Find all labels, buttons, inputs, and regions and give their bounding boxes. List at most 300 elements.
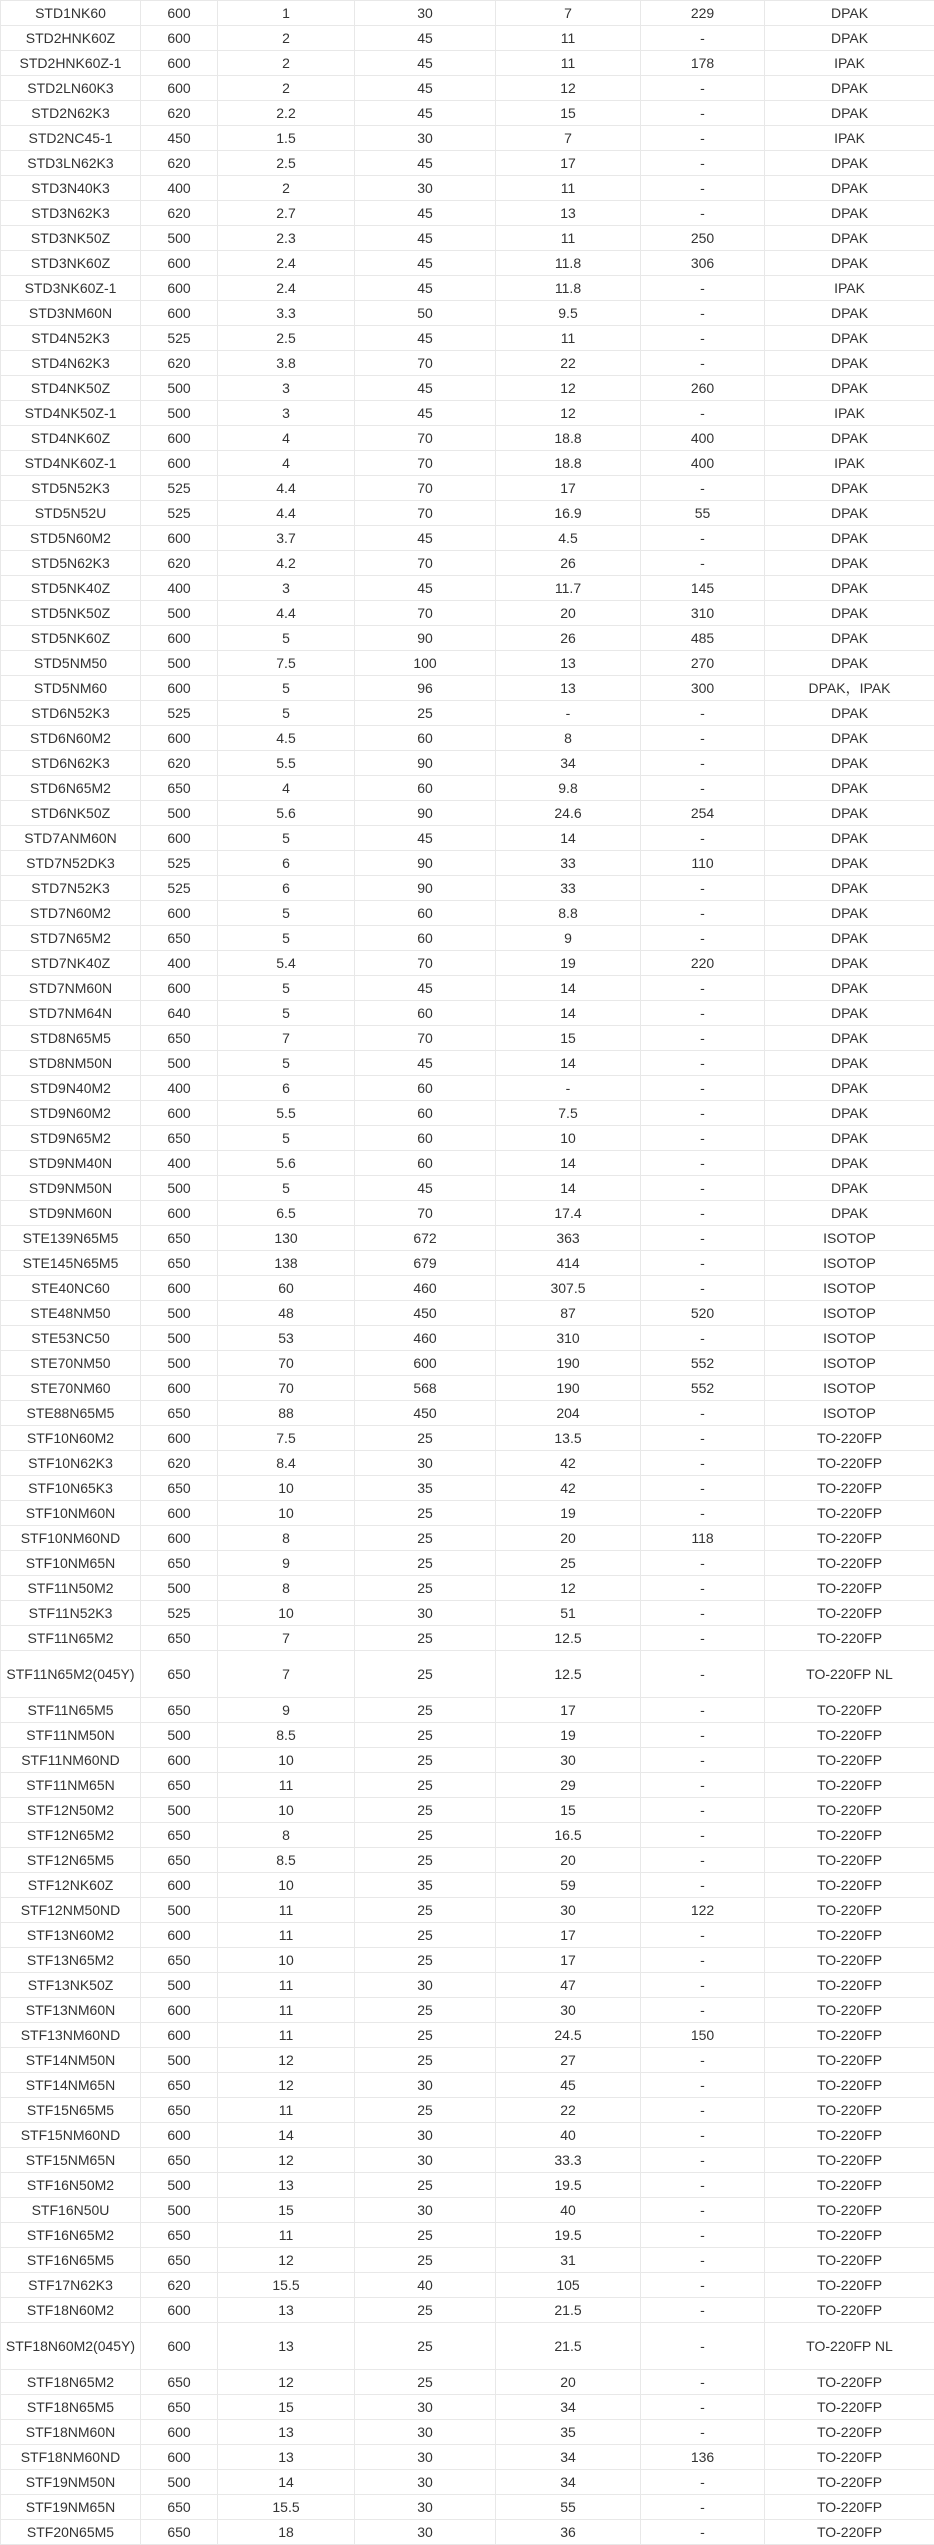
- part-number-cell: STD6N52K3: [1, 701, 141, 726]
- table-row: [1, 826, 934, 851]
- current-cell: 13: [218, 2420, 355, 2445]
- charge-cell: 21.5: [496, 2323, 641, 2370]
- charge-cell: 11: [496, 176, 641, 201]
- table-row: [1, 1626, 934, 1651]
- power-cell: 45: [355, 226, 496, 251]
- package-cell: DPAK: [765, 801, 934, 826]
- package-cell: ISOTOP: [765, 1301, 934, 1326]
- package-cell: TO-220FP: [765, 1698, 934, 1723]
- trr-cell: -: [641, 1476, 765, 1501]
- trr-cell: 520: [641, 1301, 765, 1326]
- trr-cell: -: [641, 976, 765, 1001]
- trr-cell: -: [641, 1848, 765, 1873]
- current-cell: 13: [218, 2445, 355, 2470]
- power-cell: 30: [355, 2148, 496, 2173]
- trr-cell: -: [641, 2470, 765, 2495]
- part-number-cell: STD5NM50: [1, 651, 141, 676]
- charge-cell: 40: [496, 2123, 641, 2148]
- table-row: [1, 1848, 934, 1873]
- trr-cell: -: [641, 726, 765, 751]
- package-cell: DPAK: [765, 301, 934, 326]
- voltage-cell: 600: [141, 826, 218, 851]
- power-cell: 25: [355, 1576, 496, 1601]
- package-cell: DPAK: [765, 576, 934, 601]
- voltage-cell: 620: [141, 551, 218, 576]
- charge-cell: 26: [496, 551, 641, 576]
- voltage-cell: 600: [141, 251, 218, 276]
- power-cell: 45: [355, 276, 496, 301]
- trr-cell: -: [641, 1501, 765, 1526]
- package-cell: TO-220FP: [765, 2370, 934, 2395]
- package-cell: DPAK: [765, 1, 934, 26]
- charge-cell: 363: [496, 1226, 641, 1251]
- voltage-cell: 500: [141, 2173, 218, 2198]
- trr-cell: -: [641, 1973, 765, 1998]
- current-cell: 6: [218, 876, 355, 901]
- power-cell: 45: [355, 51, 496, 76]
- table-row: [1, 1051, 934, 1076]
- table-row: [1, 2148, 934, 2173]
- trr-cell: -: [641, 1723, 765, 1748]
- table-row: [1, 1376, 934, 1401]
- part-number-cell: STF11N65M2: [1, 1626, 141, 1651]
- current-cell: 15.5: [218, 2495, 355, 2520]
- table-row: [1, 651, 934, 676]
- trr-cell: -: [641, 2148, 765, 2173]
- current-cell: 2.7: [218, 201, 355, 226]
- current-cell: 12: [218, 2370, 355, 2395]
- table-row: [1, 1101, 934, 1126]
- trr-cell: -: [641, 2520, 765, 2545]
- voltage-cell: 650: [141, 1126, 218, 1151]
- part-number-cell: STD6N65M2: [1, 776, 141, 801]
- table-row: [1, 2123, 934, 2148]
- voltage-cell: 620: [141, 201, 218, 226]
- power-cell: 568: [355, 1376, 496, 1401]
- trr-cell: -: [641, 876, 765, 901]
- voltage-cell: 400: [141, 176, 218, 201]
- voltage-cell: 620: [141, 751, 218, 776]
- power-cell: 25: [355, 1526, 496, 1551]
- current-cell: 138: [218, 1251, 355, 1276]
- package-cell: DPAK: [765, 176, 934, 201]
- trr-cell: -: [641, 1823, 765, 1848]
- power-cell: 30: [355, 176, 496, 201]
- table-row: [1, 1, 934, 26]
- charge-cell: 17: [496, 151, 641, 176]
- package-cell: DPAK: [765, 726, 934, 751]
- current-cell: 4.4: [218, 476, 355, 501]
- part-number-cell: STF11N65M2(045Y): [1, 1651, 141, 1698]
- current-cell: 6: [218, 851, 355, 876]
- trr-cell: -: [641, 2273, 765, 2298]
- current-cell: 5: [218, 626, 355, 651]
- part-number-cell: STF10N60M2: [1, 1426, 141, 1451]
- current-cell: 4.5: [218, 726, 355, 751]
- current-cell: 13: [218, 2323, 355, 2370]
- charge-cell: 33: [496, 876, 641, 901]
- current-cell: 10: [218, 1501, 355, 1526]
- current-cell: 15: [218, 2395, 355, 2420]
- table-row: [1, 526, 934, 551]
- voltage-cell: 650: [141, 1848, 218, 1873]
- charge-cell: 21.5: [496, 2298, 641, 2323]
- package-cell: DPAK: [765, 976, 934, 1001]
- charge-cell: 30: [496, 1998, 641, 2023]
- voltage-cell: 500: [141, 651, 218, 676]
- voltage-cell: 500: [141, 601, 218, 626]
- power-cell: 30: [355, 1973, 496, 1998]
- part-number-cell: STF11NM50N: [1, 1723, 141, 1748]
- trr-cell: -: [641, 1651, 765, 1698]
- charge-cell: 34: [496, 751, 641, 776]
- charge-cell: 190: [496, 1376, 641, 1401]
- part-number-cell: STD2HNK60Z: [1, 26, 141, 51]
- part-number-cell: STD5NK60Z: [1, 626, 141, 651]
- current-cell: 5: [218, 901, 355, 926]
- trr-cell: -: [641, 1451, 765, 1476]
- trr-cell: -: [641, 1151, 765, 1176]
- current-cell: 11: [218, 1998, 355, 2023]
- part-number-cell: STF18N65M2: [1, 2370, 141, 2395]
- charge-cell: 105: [496, 2273, 641, 2298]
- table-row: [1, 2420, 934, 2445]
- charge-cell: 12.5: [496, 1651, 641, 1698]
- trr-cell: -: [641, 326, 765, 351]
- trr-cell: -: [641, 1576, 765, 1601]
- trr-cell: 122: [641, 1898, 765, 1923]
- part-number-cell: STD9N65M2: [1, 1126, 141, 1151]
- current-cell: 3.7: [218, 526, 355, 551]
- table-row: [1, 1226, 934, 1251]
- part-number-cell: STF13NM60N: [1, 1998, 141, 2023]
- package-cell: TO-220FP: [765, 1998, 934, 2023]
- voltage-cell: 650: [141, 1226, 218, 1251]
- charge-cell: 8: [496, 726, 641, 751]
- part-number-cell: STD7N52DK3: [1, 851, 141, 876]
- package-cell: TO-220FP: [765, 1973, 934, 1998]
- package-cell: ISOTOP: [765, 1376, 934, 1401]
- charge-cell: 35: [496, 2420, 641, 2445]
- table-row: [1, 951, 934, 976]
- charge-cell: 17.4: [496, 1201, 641, 1226]
- charge-cell: 17: [496, 476, 641, 501]
- table-row: [1, 426, 934, 451]
- voltage-cell: 600: [141, 2123, 218, 2148]
- charge-cell: 9: [496, 926, 641, 951]
- trr-cell: -: [641, 2173, 765, 2198]
- trr-cell: 270: [641, 651, 765, 676]
- power-cell: 50: [355, 301, 496, 326]
- power-cell: 60: [355, 1101, 496, 1126]
- power-cell: 672: [355, 1226, 496, 1251]
- package-cell: DPAK: [765, 701, 934, 726]
- charge-cell: -: [496, 1076, 641, 1101]
- current-cell: 60: [218, 1276, 355, 1301]
- package-cell: DPAK，IPAK: [765, 676, 934, 701]
- trr-cell: 552: [641, 1351, 765, 1376]
- voltage-cell: 600: [141, 1748, 218, 1773]
- trr-cell: 260: [641, 376, 765, 401]
- charge-cell: 11.7: [496, 576, 641, 601]
- voltage-cell: 620: [141, 351, 218, 376]
- current-cell: 10: [218, 1476, 355, 1501]
- current-cell: 12: [218, 2048, 355, 2073]
- package-cell: TO-220FP: [765, 2198, 934, 2223]
- package-cell: TO-220FP: [765, 2248, 934, 2273]
- current-cell: 12: [218, 2248, 355, 2273]
- package-cell: TO-220FP: [765, 2023, 934, 2048]
- charge-cell: 14: [496, 1151, 641, 1176]
- part-number-cell: STD5N62K3: [1, 551, 141, 576]
- charge-cell: 11: [496, 26, 641, 51]
- power-cell: 679: [355, 1251, 496, 1276]
- power-cell: 25: [355, 1698, 496, 1723]
- power-cell: 60: [355, 1126, 496, 1151]
- voltage-cell: 500: [141, 801, 218, 826]
- voltage-cell: 650: [141, 1476, 218, 1501]
- trr-cell: -: [641, 1251, 765, 1276]
- power-cell: 45: [355, 401, 496, 426]
- package-cell: DPAK: [765, 1076, 934, 1101]
- voltage-cell: 500: [141, 1051, 218, 1076]
- current-cell: 3.3: [218, 301, 355, 326]
- current-cell: 7: [218, 1026, 355, 1051]
- charge-cell: 31: [496, 2248, 641, 2273]
- voltage-cell: 620: [141, 1451, 218, 1476]
- table-row: [1, 2370, 934, 2395]
- current-cell: 9: [218, 1698, 355, 1723]
- power-cell: 25: [355, 1651, 496, 1698]
- voltage-cell: 500: [141, 1326, 218, 1351]
- power-cell: 25: [355, 2173, 496, 2198]
- current-cell: 7: [218, 1651, 355, 1698]
- current-cell: 8: [218, 1526, 355, 1551]
- current-cell: 2.5: [218, 326, 355, 351]
- table-row: [1, 2445, 934, 2470]
- charge-cell: 13: [496, 676, 641, 701]
- part-number-cell: STF15NM65N: [1, 2148, 141, 2173]
- package-cell: DPAK: [765, 826, 934, 851]
- power-cell: 25: [355, 1898, 496, 1923]
- package-cell: DPAK: [765, 326, 934, 351]
- table-row: [1, 251, 934, 276]
- trr-cell: -: [641, 2123, 765, 2148]
- power-cell: 45: [355, 376, 496, 401]
- table-row: [1, 776, 934, 801]
- power-cell: 70: [355, 601, 496, 626]
- power-cell: 30: [355, 2445, 496, 2470]
- voltage-cell: 525: [141, 851, 218, 876]
- power-cell: 60: [355, 926, 496, 951]
- package-cell: DPAK: [765, 1026, 934, 1051]
- package-cell: TO-220FP: [765, 1823, 934, 1848]
- package-cell: DPAK: [765, 1151, 934, 1176]
- part-number-cell: STF13N60M2: [1, 1923, 141, 1948]
- table-row: [1, 1476, 934, 1501]
- package-cell: DPAK: [765, 376, 934, 401]
- trr-cell: -: [641, 1551, 765, 1576]
- charge-cell: 19: [496, 1723, 641, 1748]
- part-number-cell: STF15NM60ND: [1, 2123, 141, 2148]
- package-cell: TO-220FP: [765, 1898, 934, 1923]
- voltage-cell: 600: [141, 626, 218, 651]
- part-number-cell: STD6N62K3: [1, 751, 141, 776]
- power-cell: 45: [355, 201, 496, 226]
- part-number-cell: STE139N65M5: [1, 1226, 141, 1251]
- voltage-cell: 650: [141, 1823, 218, 1848]
- part-number-cell: STE40NC60: [1, 1276, 141, 1301]
- current-cell: 11: [218, 1923, 355, 1948]
- power-cell: 45: [355, 526, 496, 551]
- table-row: [1, 1426, 934, 1451]
- current-cell: 2.3: [218, 226, 355, 251]
- current-cell: 10: [218, 1948, 355, 1973]
- table-row: [1, 451, 934, 476]
- power-cell: 45: [355, 26, 496, 51]
- trr-cell: -: [641, 1948, 765, 1973]
- trr-cell: -: [641, 751, 765, 776]
- table-row: [1, 701, 934, 726]
- table-row: [1, 51, 934, 76]
- voltage-cell: 600: [141, 1501, 218, 1526]
- part-number-cell: STD3NK50Z: [1, 226, 141, 251]
- trr-cell: -: [641, 1698, 765, 1723]
- charge-cell: 10: [496, 1126, 641, 1151]
- power-cell: 70: [355, 476, 496, 501]
- part-number-cell: STF20N65M5: [1, 2520, 141, 2545]
- trr-cell: 300: [641, 676, 765, 701]
- trr-cell: -: [641, 476, 765, 501]
- table-row: [1, 576, 934, 601]
- charge-cell: 24.6: [496, 801, 641, 826]
- charge-cell: 7: [496, 126, 641, 151]
- current-cell: 130: [218, 1226, 355, 1251]
- table-row: [1, 2098, 934, 2123]
- voltage-cell: 600: [141, 1376, 218, 1401]
- trr-cell: -: [641, 26, 765, 51]
- charge-cell: 27: [496, 2048, 641, 2073]
- package-cell: TO-220FP: [765, 2273, 934, 2298]
- voltage-cell: 600: [141, 901, 218, 926]
- charge-cell: 15: [496, 101, 641, 126]
- package-cell: TO-220FP: [765, 1748, 934, 1773]
- trr-cell: -: [641, 2073, 765, 2098]
- table-row: [1, 726, 934, 751]
- power-cell: 70: [355, 351, 496, 376]
- charge-cell: 24.5: [496, 2023, 641, 2048]
- voltage-cell: 525: [141, 876, 218, 901]
- charge-cell: 13: [496, 201, 641, 226]
- current-cell: 3: [218, 401, 355, 426]
- part-number-cell: STF18N60M2: [1, 2298, 141, 2323]
- table-row: [1, 801, 934, 826]
- part-number-cell: STF18NM60ND: [1, 2445, 141, 2470]
- current-cell: 8.4: [218, 1451, 355, 1476]
- current-cell: 53: [218, 1326, 355, 1351]
- charge-cell: 19.5: [496, 2173, 641, 2198]
- table-row: [1, 2248, 934, 2273]
- trr-cell: 552: [641, 1376, 765, 1401]
- charge-cell: 34: [496, 2395, 641, 2420]
- charge-cell: 30: [496, 1898, 641, 1923]
- trr-cell: -: [641, 1001, 765, 1026]
- charge-cell: 20: [496, 601, 641, 626]
- package-cell: TO-220FP: [765, 2123, 934, 2148]
- package-cell: TO-220FP: [765, 2173, 934, 2198]
- voltage-cell: 600: [141, 1923, 218, 1948]
- charge-cell: 17: [496, 1923, 641, 1948]
- current-cell: 2: [218, 76, 355, 101]
- trr-cell: -: [641, 926, 765, 951]
- charge-cell: 36: [496, 2520, 641, 2545]
- part-number-cell: STE70NM60: [1, 1376, 141, 1401]
- power-cell: 25: [355, 1823, 496, 1848]
- voltage-cell: 500: [141, 376, 218, 401]
- voltage-cell: 600: [141, 726, 218, 751]
- charge-cell: 14: [496, 1001, 641, 1026]
- voltage-cell: 650: [141, 2395, 218, 2420]
- power-cell: 70: [355, 451, 496, 476]
- trr-cell: -: [641, 2098, 765, 2123]
- charge-cell: 22: [496, 351, 641, 376]
- trr-cell: -: [641, 2223, 765, 2248]
- table-row: [1, 126, 934, 151]
- power-cell: 25: [355, 2298, 496, 2323]
- voltage-cell: 650: [141, 1773, 218, 1798]
- power-cell: 60: [355, 1001, 496, 1026]
- part-number-cell: STD4NK50Z: [1, 376, 141, 401]
- table-row: [1, 1251, 934, 1276]
- charge-cell: 30: [496, 1748, 641, 1773]
- table-row: [1, 1001, 934, 1026]
- package-cell: TO-220FP: [765, 1576, 934, 1601]
- power-cell: 90: [355, 876, 496, 901]
- voltage-cell: 600: [141, 276, 218, 301]
- voltage-cell: 650: [141, 2370, 218, 2395]
- current-cell: 4.2: [218, 551, 355, 576]
- power-cell: 25: [355, 2223, 496, 2248]
- trr-cell: -: [641, 526, 765, 551]
- part-number-cell: STD5N60M2: [1, 526, 141, 551]
- current-cell: 4.4: [218, 501, 355, 526]
- charge-cell: 45: [496, 2073, 641, 2098]
- current-cell: 5: [218, 1176, 355, 1201]
- trr-cell: -: [641, 1873, 765, 1898]
- table-row: [1, 1923, 934, 1948]
- voltage-cell: 500: [141, 2470, 218, 2495]
- current-cell: 10: [218, 1798, 355, 1823]
- current-cell: 7.5: [218, 1426, 355, 1451]
- table-row: [1, 876, 934, 901]
- table-row: [1, 476, 934, 501]
- part-number-cell: STD4NK60Z: [1, 426, 141, 451]
- table-row: [1, 276, 934, 301]
- trr-cell: -: [641, 2420, 765, 2445]
- part-number-cell: STD4NK60Z-1: [1, 451, 141, 476]
- charge-cell: 190: [496, 1351, 641, 1376]
- part-number-cell: STF10NM60ND: [1, 1526, 141, 1551]
- power-cell: 45: [355, 976, 496, 1001]
- table-row: [1, 1201, 934, 1226]
- package-cell: DPAK: [765, 1051, 934, 1076]
- part-number-cell: STF19NM50N: [1, 2470, 141, 2495]
- current-cell: 88: [218, 1401, 355, 1426]
- table-row: [1, 976, 934, 1001]
- power-cell: 30: [355, 2395, 496, 2420]
- part-number-cell: STF17N62K3: [1, 2273, 141, 2298]
- table-row: [1, 351, 934, 376]
